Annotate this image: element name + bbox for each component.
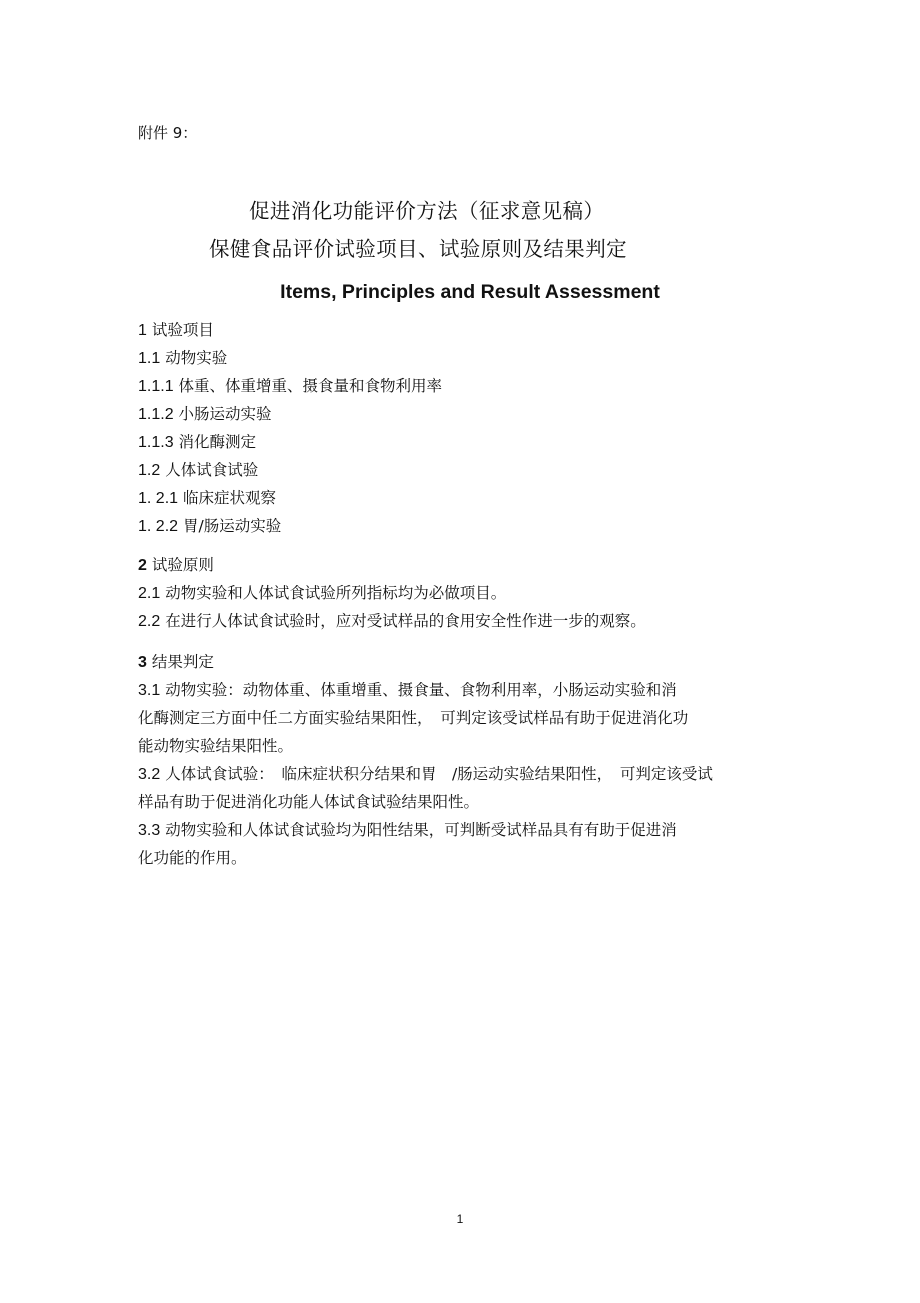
- item-number: 1.1.1: [138, 378, 174, 395]
- title-line-2: 保健食品评价试验项目、试验原则及结果判定: [209, 237, 627, 261]
- list-item: [138, 583, 506, 604]
- paragraph-3-1-line-3: 能动物实验结果阳性。: [138, 737, 294, 755]
- item-text: 人体试食试验: [165, 461, 259, 479]
- section-number: 3: [138, 654, 147, 671]
- paragraph-3-2-line-1: [138, 764, 713, 785]
- title-line-1: 促进消化功能评价方法（征求意见稿）: [249, 199, 605, 223]
- item-text: 体重、体重增重、摄食量和食物利用率: [178, 377, 443, 395]
- section-3-heading: [138, 652, 214, 673]
- item-number: 1. 2.2: [138, 518, 179, 535]
- section-2-heading: [138, 555, 214, 576]
- title-english: Items, Principles and Result Assessment: [280, 281, 660, 303]
- page-number: 1: [456, 1212, 464, 1226]
- paragraph-text: 人体试食试验： 临床症状积分结果和胃 /肠运动实验结果阳性， 可判定该受试: [165, 765, 713, 783]
- item-text: 小肠运动实验: [178, 405, 272, 423]
- item-number: 2.2: [138, 613, 161, 630]
- section-title: 结果判定: [151, 653, 214, 671]
- item-number: 3.1: [138, 682, 161, 699]
- item-number: 2.1: [138, 585, 161, 602]
- section-title: 试验项目: [151, 321, 214, 339]
- paragraph-3-3-line-1: [138, 820, 677, 841]
- list-item: [138, 488, 276, 509]
- list-item: [138, 404, 272, 425]
- annex-label: 附件 9：: [138, 124, 198, 142]
- item-text: 消化酶测定: [178, 433, 257, 451]
- list-item: [138, 348, 227, 369]
- item-number: 1.2: [138, 462, 161, 479]
- section-1-heading: [138, 320, 214, 341]
- list-item: [138, 376, 442, 397]
- item-text: 动物实验: [165, 349, 228, 367]
- section-title: 试验原则: [151, 556, 214, 574]
- paragraph-text: 动物实验和人体试食试验均为阳性结果，可判断受试样品具有有助于促进消: [165, 821, 677, 839]
- section-number: 2: [138, 557, 147, 574]
- item-text: 临床症状观察: [182, 489, 276, 507]
- paragraph-3-1-line-2: 化酶测定三方面中任二方面实验结果阳性， 可判定该受试样品有助于促进消化功: [138, 709, 689, 727]
- item-number: 3.2: [138, 766, 161, 783]
- paragraph-3-2-line-2: 样品有助于促进消化功能人体试食试验结果阳性。: [138, 793, 480, 811]
- item-number: 1. 2.1: [138, 490, 179, 507]
- item-text: 在进行人体试食试验时，应对受试样品的食用安全性作进一步的观察。: [165, 612, 646, 630]
- list-item: [138, 432, 256, 453]
- paragraph-3-1-line-1: [138, 680, 677, 701]
- item-number: 1.1: [138, 350, 161, 367]
- list-item: [138, 460, 258, 481]
- section-number: 1: [138, 322, 147, 339]
- list-item: [138, 516, 281, 537]
- item-number: 1.1.3: [138, 434, 174, 451]
- paragraph-3-3-line-2: 化功能的作用。: [138, 849, 247, 867]
- item-number: 1.1.2: [138, 406, 174, 423]
- item-text: 动物实验和人体试食试验所列指标均为必做项目。: [165, 584, 507, 602]
- item-text: 胃/肠运动实验: [182, 517, 282, 535]
- item-number: 3.3: [138, 822, 161, 839]
- list-item: [138, 611, 646, 632]
- paragraph-text: 动物实验：动物体重、体重增重、摄食量、食物利用率，小肠运动实验和消: [165, 681, 677, 699]
